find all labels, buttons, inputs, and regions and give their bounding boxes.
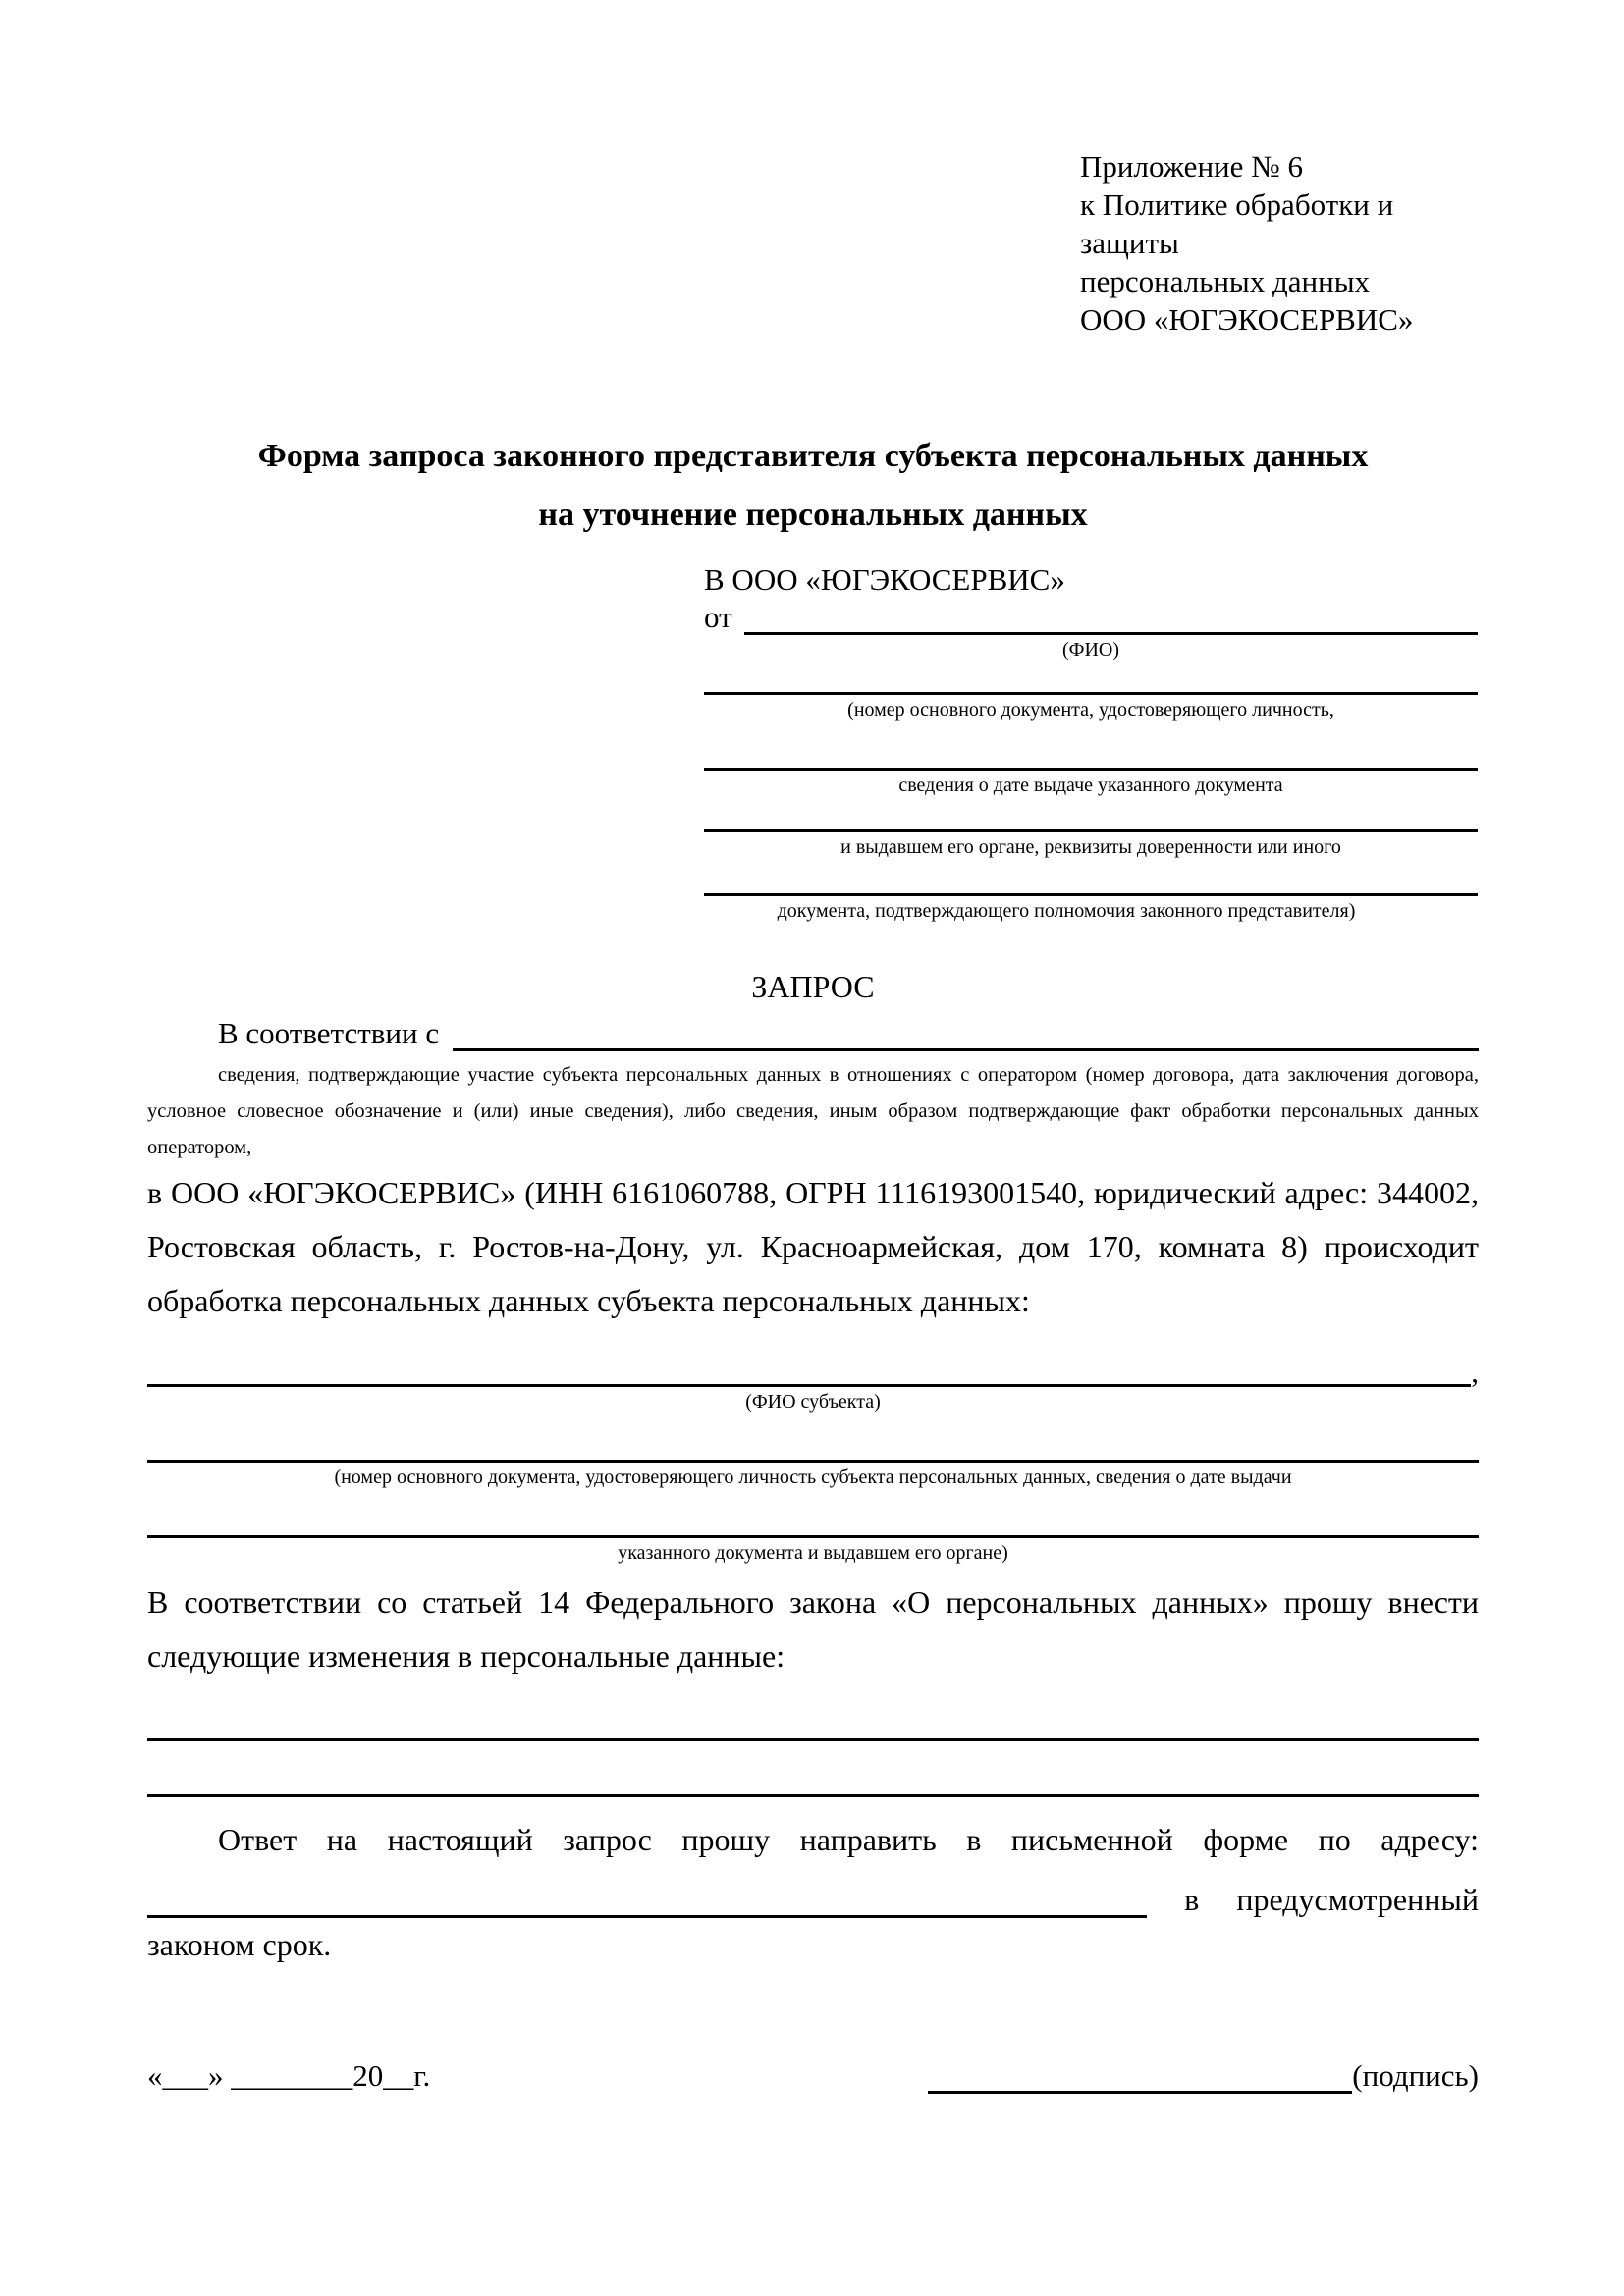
subject-document-authority-caption: указанного документа и выдавшем его органе) [618,1542,1008,1564]
reply-word-predusmotrenny: предусмотренный [1236,1882,1479,1917]
issuing-authority-blank-line [704,798,1478,832]
signature-blank-line [928,2061,1352,2094]
from-fio-blank-line [744,632,1478,635]
authority-document-blank-line [704,860,1478,896]
appendix-note-line: Приложение № 6 [1080,149,1303,184]
reply-address-row [147,1867,1479,1918]
from-row [704,600,1478,635]
relation-info-blank-line [453,1048,1479,1051]
subject-fio-comma: , [1471,1355,1479,1389]
intro-row [147,1014,1479,1051]
changes-blank-line-1 [147,1683,1479,1741]
addressee-to: В ООО «ЮГЭКОСЕРВИС» [704,562,1065,597]
date-blank-text: «___» ________20__г. [147,2058,431,2093]
appendix-note [1080,147,1479,339]
footer-row [147,2058,1479,2094]
changes-blank-line-2 [147,1741,1479,1797]
issuing-authority-caption: и выдавшем его органе, реквизиты доверенности или иного [840,836,1341,858]
issue-date-caption: сведения о дате выдаче указанного документа [898,774,1283,796]
subject-document-blank-line [147,1415,1479,1463]
page-title-line2: на уточнение персональных данных [538,497,1088,533]
subject-document-caption: (номер основного документа, удостоверяющего личность субъекта персональных данных, сведения о дате выдачи [334,1467,1292,1488]
intro-label: В соответствии с [218,1016,440,1050]
appendix-note-line: персональных данных [1080,264,1371,298]
signature-caption: (подпись) [1352,2058,1479,2093]
addressee-block [704,561,1478,924]
reply-paragraph-line3: законом срок. [147,1927,332,1962]
subject-fio-row [147,1342,1479,1387]
page-title-line1: Форма запроса законного представителя субъекта персональных данных [257,438,1369,474]
subject-fio-caption: (ФИО субъекта) [745,1391,881,1413]
reply-paragraph-line1: Ответ на настоящий запрос прошу направить в письменной форме по адресу: [218,1822,1479,1857]
subject-fio-blank-line [147,1384,1471,1387]
request-heading: ЗАПРОС [751,969,875,1004]
appendix-note-line: к Политике обработки и защиты [1080,187,1394,260]
page-title [147,427,1479,545]
from-label: от [704,600,732,634]
relation-info-footnote: сведения, подтверждающие участие субъекта персональных данных в отношениях с оператором (номер договора, дата заключения договора, условное словесное обозначение и (или) иные сведения), либо сведения, иным образом подтверждающие факт обработки персональных данных оператором, [147,1064,1479,1158]
law-paragraph: В соответствии со статьей 14 Федерального закона «О персональных данных» прошу внести следующие изменения в персональные данные: [147,1584,1479,1674]
signature-group [928,2058,1479,2094]
issue-date-blank-line [704,722,1478,771]
document-number-blank-line [704,663,1478,695]
authority-document-caption: документа, подтверждающего полномочия законного представителя) [777,900,1356,922]
operator-paragraph: в ООО «ЮГЭКОСЕРВИС» (ИНН 6161060788, ОГРН 1116193001540, юридический адрес: 344002, Ростовская область, г. Ростов-на-Дону, ул. Красноармейская, дом 170, комната 8) происходит обработка персональных данных субъекта персональных данных: [147,1175,1479,1318]
subject-document-authority-blank-line [147,1490,1479,1538]
appendix-note-line: ООО «ЮГЭКОСЕРВИС» [1080,302,1414,337]
fio-caption: (ФИО) [1061,639,1119,661]
reply-word-v: в [1184,1882,1200,1917]
document-number-caption: (номер основного документа, удостоверяющего личность, [847,699,1334,721]
